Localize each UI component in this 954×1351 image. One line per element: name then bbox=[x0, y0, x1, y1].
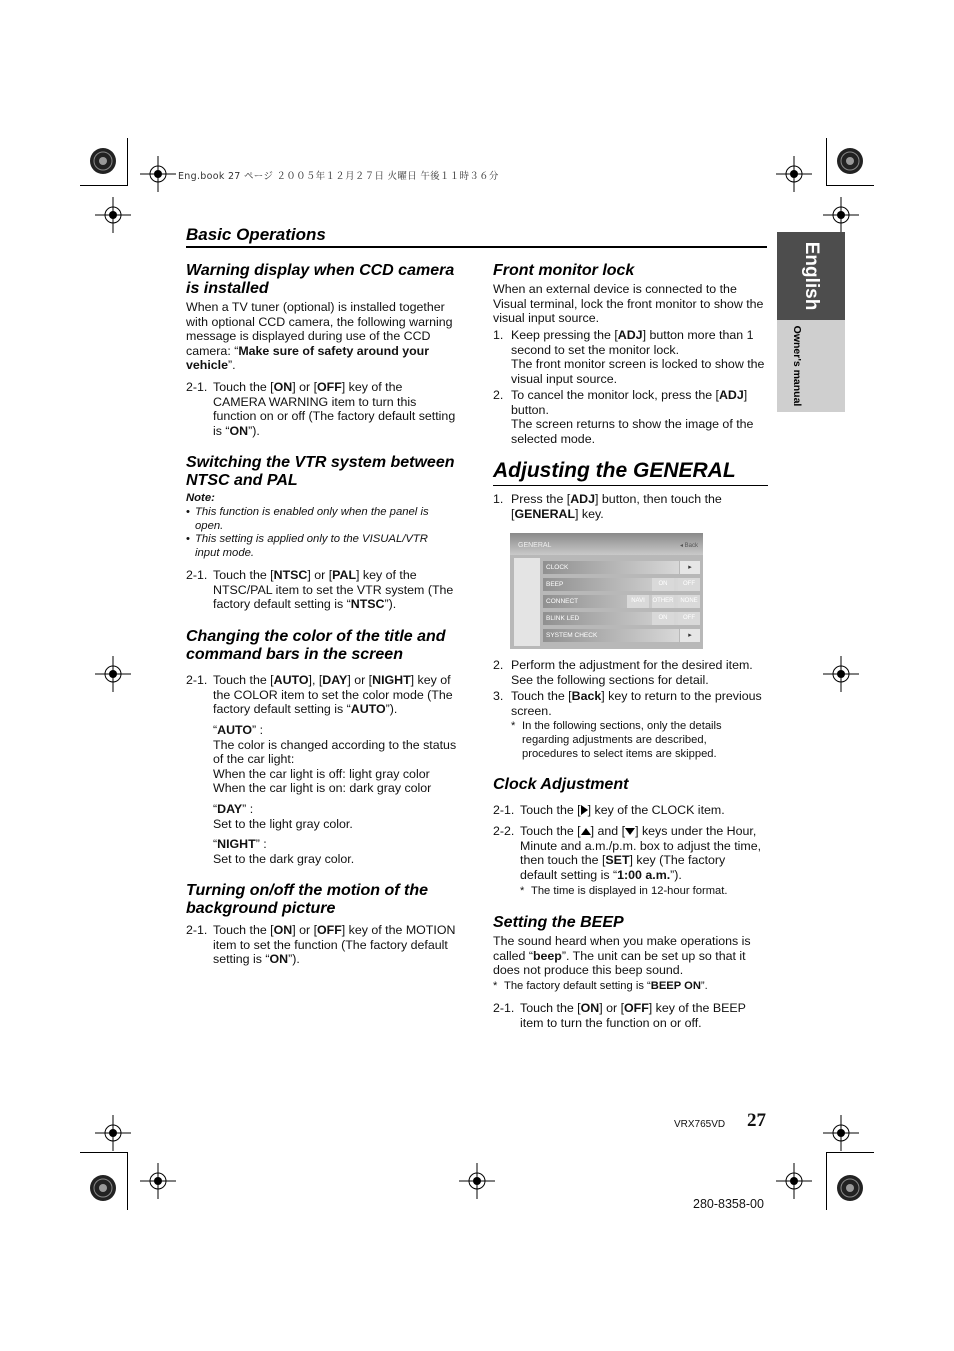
vtr-note-bullet: • bbox=[186, 506, 190, 518]
side-tab-subtitle: Owner's manual bbox=[791, 325, 803, 407]
vtr-step-number: 2-1. bbox=[186, 568, 208, 582]
sunburst-mark-icon bbox=[836, 147, 864, 175]
side-tab-language: English bbox=[801, 241, 822, 311]
beep-footnote-star: * bbox=[493, 980, 498, 992]
screen-none-button: NONE bbox=[678, 595, 700, 608]
crosshair-mark-icon bbox=[776, 1163, 812, 1199]
motion-step: Touch the [ON] or [OFF] key of the MOTION item to set the function (The factory default setting is “ON”). bbox=[213, 923, 456, 967]
ccd-step-number: 2-1. bbox=[186, 380, 208, 394]
general-footnote: In the following sections, only the details regarding adjustments are described, procedures to select items are skipped. bbox=[522, 720, 722, 760]
screen-other-button: OTHER bbox=[652, 595, 674, 608]
crosshair-mark-icon bbox=[823, 1115, 859, 1151]
beep-paragraph: The sound heard when you make operations is called “beep”. The unit can be set up so that it does not produce this beep sound. bbox=[493, 934, 751, 978]
lock-paragraph: When an external device is connected to the Visual terminal, lock the front monitor to show the visual input source. bbox=[493, 282, 764, 326]
crop-line bbox=[826, 185, 874, 186]
general-step-1: Press the [ADJ] button, then touch the [GENERAL] key. bbox=[511, 492, 722, 521]
crop-line bbox=[127, 138, 128, 186]
clock-step-number: 2-2. bbox=[493, 824, 515, 838]
clock-footnote-star: * bbox=[520, 885, 525, 897]
crop-line bbox=[127, 1152, 128, 1210]
color-step-number: 2-1. bbox=[186, 673, 208, 687]
crosshair-mark-icon bbox=[140, 156, 176, 192]
general-step-2: Perform the adjustment for the desired item. See the following sections for detail. bbox=[511, 658, 753, 687]
screen-arrow-icon: ▸ bbox=[680, 629, 700, 642]
down-arrow-icon bbox=[625, 828, 635, 835]
crop-line bbox=[826, 1152, 827, 1210]
clock-footnote: The time is displayed in 12-hour format. bbox=[531, 885, 728, 897]
vtr-note-item: This setting is applied only to the VISUAL/VTR input mode. bbox=[195, 533, 428, 559]
general-heading: Adjusting the GENERAL bbox=[493, 459, 736, 482]
vtr-heading: Switching the VTR system between NTSC and PAL bbox=[186, 454, 455, 489]
general-step-3: Touch the [Back] key to return to the previous screen. bbox=[511, 689, 762, 718]
beep-footnote: The factory default setting is “BEEP ON”. bbox=[504, 980, 708, 992]
screen-on-button: ON bbox=[652, 578, 674, 591]
screen-row-system-check: SYSTEM CHECK bbox=[543, 629, 679, 642]
sunburst-mark-icon bbox=[89, 147, 117, 175]
screen-title: GENERAL bbox=[518, 542, 552, 549]
lock-step-2: To cancel the monitor lock, press the [ADJ] button. The screen returns to show the image of the selected mode. bbox=[511, 388, 754, 446]
screen-off-button: OFF bbox=[678, 578, 700, 591]
section-title: Basic Operations bbox=[186, 225, 326, 244]
beep-step-number: 2-1. bbox=[493, 1001, 515, 1015]
vtr-note-label: Note: bbox=[186, 492, 215, 504]
general-footnote-star: * bbox=[511, 720, 516, 732]
screen-back-button: ◂ Back bbox=[679, 543, 698, 549]
general-step-number: 2. bbox=[493, 658, 504, 672]
general-step-number: 1. bbox=[493, 492, 504, 506]
model-number: VRX765VD bbox=[674, 1119, 726, 1130]
color-heading: Changing the color of the title and command bars in the screen bbox=[186, 628, 446, 663]
right-arrow-icon bbox=[581, 805, 588, 815]
document-code: 280-8358-00 bbox=[693, 1197, 764, 1211]
vtr-note-item: This function is enabled only when the panel is open. bbox=[195, 506, 429, 532]
screen-row-beep: BEEP bbox=[543, 578, 679, 591]
lock-step-number: 2. bbox=[493, 388, 504, 402]
beep-heading: Setting the BEEP bbox=[493, 914, 624, 931]
vtr-step: Touch the [NTSC] or [PAL] key of the NTSC/PAL item to set the VTR system (The factory default setting is “NTSC”). bbox=[213, 568, 454, 612]
clock-heading: Clock Adjustment bbox=[493, 776, 629, 793]
sunburst-mark-icon bbox=[89, 1174, 117, 1202]
crosshair-mark-icon bbox=[95, 1115, 131, 1151]
lock-heading: Front monitor lock bbox=[493, 262, 635, 279]
screen-navi-button: NAVI bbox=[627, 595, 649, 608]
ccd-step: Touch the [ON] or [OFF] key of the CAMERA WARNING item to turn this function on or off (The factory default setting is “ON”). bbox=[213, 380, 456, 438]
crosshair-mark-icon bbox=[823, 197, 859, 233]
page-number: 27 bbox=[747, 1110, 766, 1131]
crosshair-mark-icon bbox=[776, 156, 812, 192]
crosshair-mark-icon bbox=[823, 656, 859, 692]
screen-row-clock: CLOCK bbox=[543, 561, 679, 574]
sunburst-mark-icon bbox=[836, 1174, 864, 1202]
color-day-option: “DAY” : Set to the light gray color. bbox=[213, 802, 353, 831]
ccd-paragraph: When a TV tuner (optional) is installed together with optional CCD camera, the following warning message is displayed during use of the CCD camera: “Make sure of safety around your vehicle”. bbox=[186, 300, 453, 373]
motion-step-number: 2-1. bbox=[186, 923, 208, 937]
clock-step-number: 2-1. bbox=[493, 803, 515, 817]
header-rule bbox=[186, 246, 767, 248]
crop-line bbox=[826, 138, 827, 186]
color-step: Touch the [AUTO], [DAY] or [NIGHT] key of the COLOR item to set the color mode (The factory default setting is “AUTO”). bbox=[213, 673, 453, 717]
lock-step-number: 1. bbox=[493, 328, 504, 342]
crop-line bbox=[80, 185, 128, 186]
crosshair-mark-icon bbox=[459, 1163, 495, 1199]
screen-row-blink-led: BLINK LED bbox=[543, 612, 679, 625]
screen-row-connect: CONNECT bbox=[543, 595, 679, 608]
up-arrow-icon bbox=[581, 828, 591, 835]
motion-heading: Turning on/off the motion of the background picture bbox=[186, 882, 429, 917]
color-night-option: “NIGHT” : Set to the dark gray color. bbox=[213, 837, 355, 866]
beep-step: Touch the [ON] or [OFF] key of the BEEP item to turn the function on or off. bbox=[520, 1001, 746, 1030]
general-rule bbox=[493, 485, 768, 486]
crosshair-mark-icon bbox=[140, 1163, 176, 1199]
crop-line bbox=[826, 1152, 874, 1153]
crosshair-mark-icon bbox=[95, 197, 131, 233]
general-step-number: 3. bbox=[493, 689, 504, 703]
clock-step-1: Touch the [ ] key of the CLOCK item. bbox=[520, 803, 725, 817]
color-auto-option: “AUTO” : The color is changed according to the status of the car light: When the car light is off: light gray color When the car light is on: dark gray color bbox=[213, 723, 457, 796]
lock-step-1: Keep pressing the [ADJ] button more than 1 second to set the monitor lock. The front monitor screen is locked to show the visual input source. bbox=[511, 328, 765, 386]
screen-on-button: ON bbox=[652, 612, 674, 625]
screen-scroll-panel bbox=[514, 558, 540, 646]
crop-line bbox=[80, 1152, 128, 1153]
crosshair-mark-icon bbox=[95, 656, 131, 692]
clock-step-2: Touch the [ ] and [ ] keys under the Hour, Minute and a.m./p.m. box to adjust the time, then touch the [SET] key (The factory default setting is “1:00 a.m.”). bbox=[520, 824, 762, 882]
registration-text: Eng.book 27 ページ ２００５年１２月２７日 火曜日 午後１１時３６分 bbox=[178, 171, 499, 182]
ccd-heading: Warning display when CCD camera is installed bbox=[186, 262, 455, 297]
screen-off-button: OFF bbox=[678, 612, 700, 625]
general-screen-image bbox=[510, 533, 703, 649]
vtr-note-bullet: • bbox=[186, 533, 190, 545]
screen-arrow-icon: ▸ bbox=[680, 561, 700, 574]
